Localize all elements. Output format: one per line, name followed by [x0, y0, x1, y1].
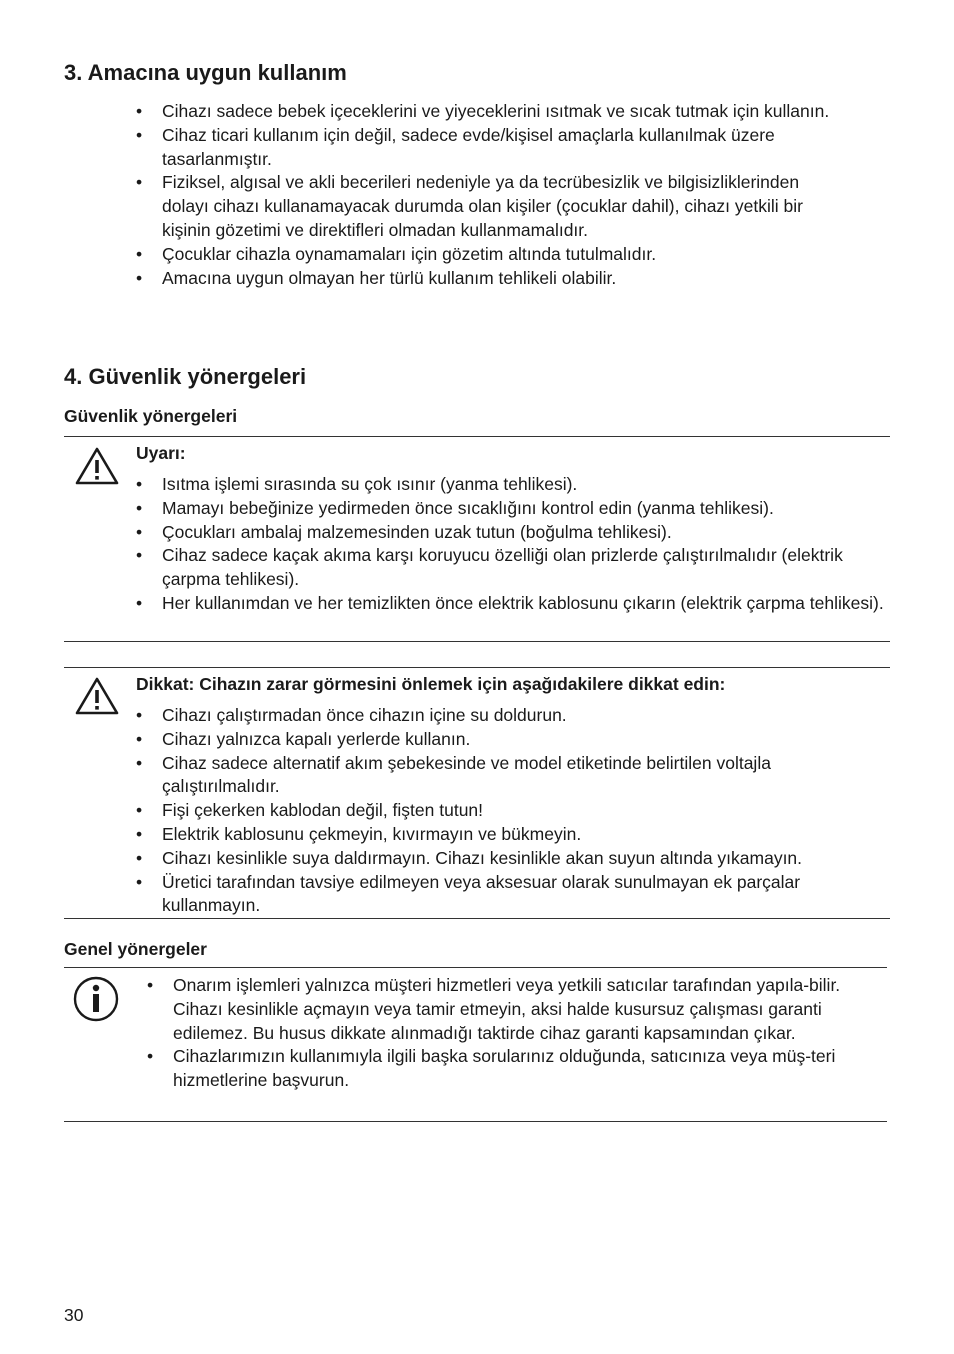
- general-list: [147, 974, 877, 1093]
- list-item: • Cihazı yalnızca kapalı yerlerde kullanın.: [136, 728, 888, 752]
- list-item: • Elektrik kablosunu çekmeyin, kıvırmayın ve bükmeyin.: [136, 823, 888, 847]
- caution-list: [136, 704, 888, 918]
- divider: [64, 667, 890, 668]
- section-3-list: [136, 100, 848, 290]
- list-item: • Cihazı çalıştırmadan önce cihazın içine su doldurun.: [136, 704, 888, 728]
- list-item: • Cihazlarımızın kullanımıyla ilgili başka sorularınız olduğunda, satıcınıza veya müş-teri hizmetlerine başvurun.: [147, 1045, 877, 1093]
- list-item: • Mamayı bebeğinize yedirmeden önce sıcaklığını kontrol edin (yanma tehlikesi).: [136, 497, 888, 521]
- safety-subtitle: Güvenlik yönergeleri: [64, 406, 238, 426]
- list-item: • Cihaz sadece alternatif akım şebekesinde ve model etiketinde belirtilen voltajla çalıştırılmalıdır.: [136, 752, 888, 800]
- divider: [64, 967, 887, 968]
- warning-triangle-icon: [74, 446, 120, 486]
- general-subtitle: Genel yönergeler: [64, 939, 207, 959]
- warning-title: Uyarı:: [136, 443, 186, 463]
- section-3-title: 3. Amacına uygun kullanım: [64, 60, 347, 85]
- info-icon: [73, 976, 119, 1022]
- list-item: • Onarım işlemleri yalnızca müşteri hizmetleri veya yetkili satıcılar tarafından yapıla-bilir. Cihazı kesinlikle açmayın veya tamir etmeyin, aksi halde kusursuz çalışması garanti edilemez. Bu husus dikkate alınmadığı taktirde cihaz garanti kapsamından çıkar.: [147, 974, 877, 1045]
- divider: [64, 641, 890, 642]
- list-item: • Amacına uygun olmayan her türlü kullanım tehlikeli olabilir.: [136, 267, 848, 291]
- list-item: • Çocuklar cihazla oynamamaları için gözetim altında tutulmalıdır.: [136, 243, 848, 267]
- list-item: • Üretici tarafından tavsiye edilmeyen veya aksesuar olarak sunulmayan ek parçalar kullanmayın.: [136, 871, 888, 919]
- list-item: • Isıtma işlemi sırasında su çok ısınır (yanma tehlikesi).: [136, 473, 888, 497]
- list-item: • Cihaz ticari kullanım için değil, sadece evde/kişisel amaçlarla kullanılmak üzere tasarlanmıştır.: [136, 124, 848, 172]
- divider: [64, 1121, 887, 1122]
- list-item: • Fişi çekerken kablodan değil, fişten tutun!: [136, 799, 888, 823]
- caution-title: Dikkat: Cihazın zarar görmesini önlemek için aşağıdakilere dikkat edin:: [136, 674, 726, 694]
- list-item: • Çocukları ambalaj malzemesinden uzak tutun (boğulma tehlikesi).: [136, 521, 888, 545]
- warning-list: [136, 473, 888, 616]
- list-item: • Cihazı kesinlikle suya daldırmayın. Cihazı kesinlikle akan suyun altında yıkamayın.: [136, 847, 888, 871]
- list-item: • Fiziksel, algısal ve akli becerileri nedeniyle ya da tecrübesizlik ve bilgisizliklerinden dolayı cihazı kullanamayacak durumda olan kişiler (çocuklar dahil), cihazı yetkili bir kişinin gözetimi ve direktifleri olmadan kullanmamalıdır.: [136, 171, 848, 242]
- divider: [64, 436, 890, 437]
- divider: [64, 918, 890, 919]
- warning-triangle-icon: [74, 676, 120, 716]
- list-item: • Cihazı sadece bebek içeceklerini ve yiyeceklerini ısıtmak ve sıcak tutmak için kullanın.: [136, 100, 848, 124]
- section-4-title: 4. Güvenlik yönergeleri: [64, 364, 307, 389]
- list-item: • Her kullanımdan ve her temizlikten önce elektrik kablosunu çıkarın (elektrik çarpma tehlikesi).: [136, 592, 888, 616]
- page-number: 30: [64, 1305, 84, 1325]
- list-item: • Cihaz sadece kaçak akıma karşı koruyucu özelliği olan prizlerde çalıştırılmalıdır (elektrik çarpma tehlikesi).: [136, 544, 888, 592]
